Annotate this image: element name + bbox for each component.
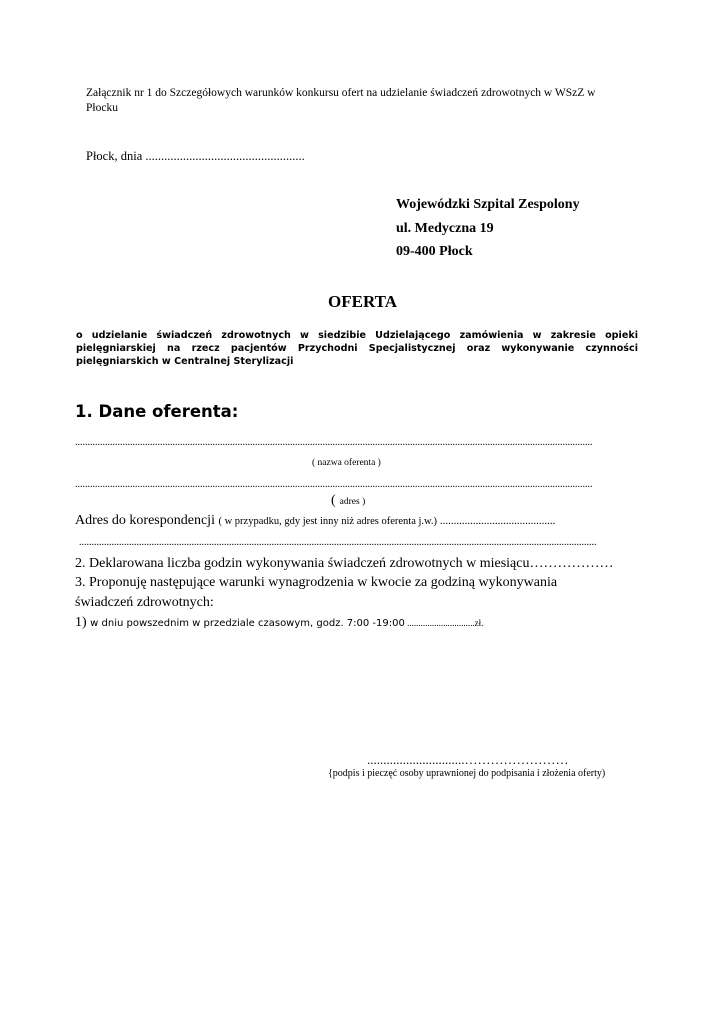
signature-caption: {podpis i pieczęć osoby uprawnionej do podpisania i złożenia oferty) — [328, 768, 606, 779]
offeror-name-line: ............................................................................................................................................................................................................... — [75, 437, 593, 448]
correspondence-label: Adres do korespondencji — [75, 513, 215, 528]
correspondence-address-row — [75, 513, 555, 529]
remuneration-item-line-1: 3. Proponuję następujące warunki wynagrodzenia w kwocie za godziną wykonywania — [75, 575, 558, 590]
correspondence-dots: .......................................... — [437, 515, 556, 527]
attachment-note: Załącznik nr 1 do Szczegółowych warunków konkursu ofert na udzielanie świadczeń zdrowotnych w WSzZ w Płocku — [86, 87, 596, 114]
offeror-name-caption: ( nazwa oferenta ) — [312, 458, 381, 468]
offeror-address-line: ............................................................................................................................................................................................................... — [75, 479, 593, 490]
weekday-rate-number: 1) — [75, 615, 87, 630]
correspondence-note: ( w przypadku, gdy jest inny niż adres oferenta j.w.) — [218, 516, 438, 527]
recipient-city: 09-400 Płock — [396, 244, 473, 259]
weekday-rate-text: w dniu powszednim w przedziale czasowym, godz. 7:00 -19:00 — [90, 618, 405, 629]
place-and-date: Płock, dnia ................................................... — [86, 149, 305, 163]
remuneration-item-line-2: świadczeń zdrowotnych: — [75, 595, 214, 610]
correspondence-address-line: ............................................................................................................................................................................................................... — [79, 537, 597, 548]
weekday-rate-dots: ..............................zł. — [404, 618, 484, 628]
section-1-heading: 1. Dane oferenta: — [75, 402, 239, 421]
document-title: OFERTA — [328, 292, 397, 311]
address-caption-paren: ( — [331, 493, 336, 508]
offeror-address-caption — [331, 491, 365, 509]
signature-line: ..............................…………………… — [367, 752, 569, 767]
recipient-name: Wojewódzki Szpital Zespolony — [396, 197, 580, 212]
offer-subject: o udzielanie świadczeń zdrowotnych w siedzibie Udzielającego zamówienia w zakresie opieki pielęgniarskiej na rzecz pacjentów Przychodni Specjalistycznej oraz wykonywanie czynności pielęgniarskich w Centralnej Sterylizacji — [76, 330, 638, 367]
recipient-address — [396, 193, 580, 264]
weekday-rate-row — [75, 615, 483, 631]
declared-hours-item: 2. Deklarowana liczba godzin wykonywania świadczeń zdrowotnych w miesiącu……………… — [75, 556, 614, 571]
recipient-street: ul. Medyczna 19 — [396, 220, 494, 236]
address-caption-text: adres ) — [339, 497, 366, 507]
